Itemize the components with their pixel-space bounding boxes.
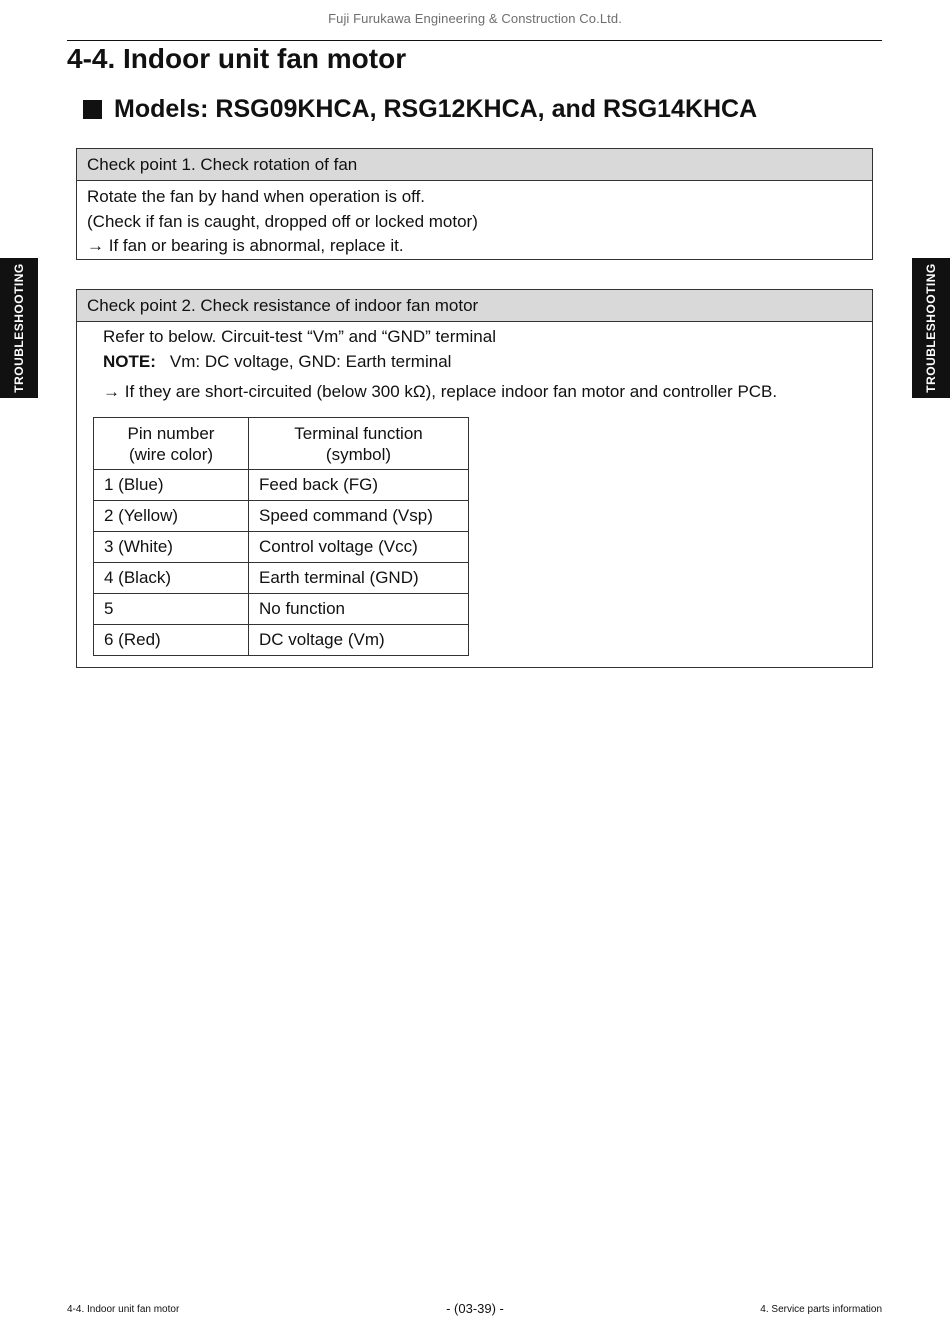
footer-section-name: 4-4. Indoor unit fan motor [67, 1304, 180, 1315]
pin-cell: 5 [94, 594, 249, 625]
side-tab-left-label: TROUBLESHOOTING [12, 263, 26, 393]
column-header-terminal-function [249, 418, 469, 470]
table-row [94, 470, 469, 501]
table-row [94, 563, 469, 594]
footer-page-number: - (03-39) - [446, 1301, 504, 1316]
pin-function-table [93, 417, 469, 656]
pin-cell: 4 (Black) [94, 563, 249, 594]
note-text: Vm: DC voltage, GND: Earth terminal [169, 352, 452, 371]
bullet-square-icon [83, 100, 102, 119]
function-cell: Earth terminal (GND) [249, 563, 469, 594]
column-header-pin-number [94, 418, 249, 470]
side-tab-left [0, 258, 38, 398]
check-point-1-line: → If fan or bearing is abnormal, replace it. [87, 236, 404, 255]
table-row [94, 532, 469, 563]
check-point-1-box [76, 148, 873, 260]
pin-cell: 1 (Blue) [94, 470, 249, 501]
check-point-2-title: Check point 2. Check resistance of indoor fan motor [77, 290, 872, 322]
table-row [94, 594, 469, 625]
pin-cell: 3 (White) [94, 532, 249, 563]
side-tab-right-label: TROUBLESHOOTING [924, 263, 938, 393]
table-row [94, 625, 469, 656]
column-header-line: (wire color) [128, 444, 214, 464]
column-header-line: (symbol) [325, 444, 392, 464]
function-cell: Speed command (Vsp) [249, 501, 469, 532]
header-divider [67, 40, 882, 41]
check-point-2-refer: Refer to below. Circuit-test “Vm” and “GND” terminal [103, 327, 496, 346]
check-point-2-instruction: → If they are short-circuited (below 300 kΩ), replace indoor fan motor and controller PCB. [103, 382, 778, 401]
footer-chapter-name: 4. Service parts information [760, 1304, 882, 1315]
check-point-2-note [103, 352, 451, 372]
company-name: Fuji Furukawa Engineering & Construction Co.Ltd. [328, 11, 622, 26]
pin-cell: 6 (Red) [94, 625, 249, 656]
function-cell: Control voltage (Vcc) [249, 532, 469, 563]
column-header-line: Terminal function [294, 423, 423, 443]
function-cell: DC voltage (Vm) [249, 625, 469, 656]
note-label: NOTE: [103, 352, 156, 371]
check-point-1-line: Rotate the fan by hand when operation is off. [87, 187, 426, 206]
table-row [94, 501, 469, 532]
check-point-1-line: (Check if fan is caught, dropped off or locked motor) [87, 211, 478, 231]
pin-cell: 2 (Yellow) [94, 501, 249, 532]
column-header-line: Pin number [127, 423, 215, 443]
function-cell: No function [249, 594, 469, 625]
check-point-1-title: Check point 1. Check rotation of fan [77, 149, 872, 181]
section-title: 4-4. Indoor unit fan motor [67, 43, 407, 74]
check-point-1-body [77, 181, 872, 259]
models-title: Models: RSG09KHCA, RSG12KHCA, and RSG14KHCA [114, 94, 758, 123]
side-tab-right [912, 258, 950, 398]
function-cell: Feed back (FG) [249, 470, 469, 501]
table-header-row [94, 418, 469, 470]
check-point-2-box [76, 289, 873, 668]
models-heading [83, 92, 757, 126]
